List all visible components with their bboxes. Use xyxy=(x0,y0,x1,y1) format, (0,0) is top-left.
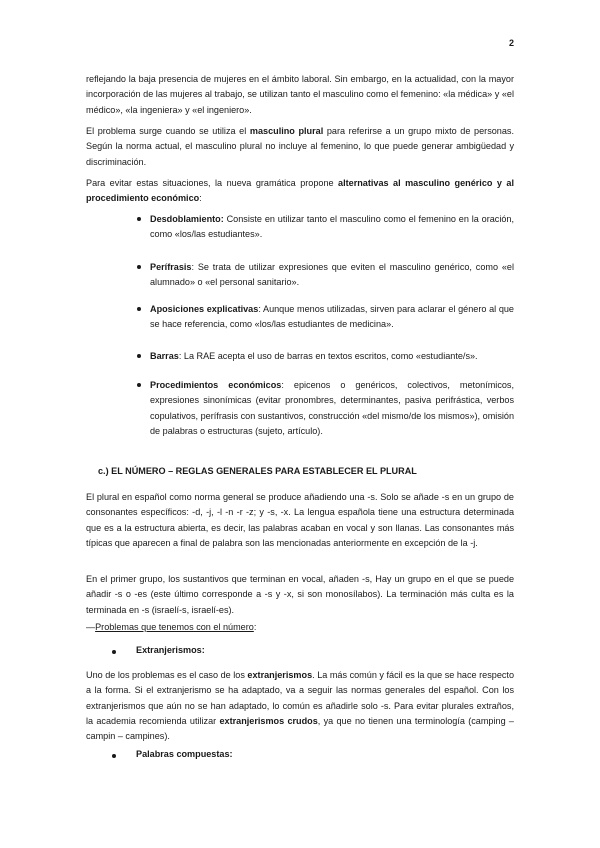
paragraph-groups: En el primer grupo, los sustantivos que terminan en vocal, añaden -s, Hay un grupo en el que se puede añadir -s o -es (este último corresponde a -s y -x, si son monosílabos). La terminación más culta es la terminada en -s (israelí-s, israelí-es). xyxy=(86,574,514,615)
paragraph-intro: reflejando la baja presencia de mujeres en el ámbito laboral. Sin embargo, en la actualidad, con la mayor incorporación de las mujeres al trabajo, se utilizan tanto el masculino como el femenino: «la médica» y «el médico», «la ingeniera» y «el ingeniero». xyxy=(86,74,514,115)
section-heading: c.) EL NÚMERO – REGLAS GENERALES PARA ESTABLECER EL PLURAL xyxy=(98,466,417,476)
list-item: Barras: La RAE acepta el uso de barras en textos escritos, como «estudiante/s». xyxy=(150,349,514,364)
bullet-icon xyxy=(137,265,141,269)
page-number: 2 xyxy=(508,38,514,48)
bullet-icon xyxy=(112,650,116,654)
list-item: Perífrasis: Se trata de utilizar expresiones que eviten el masculino genérico, como «el alumnado» o «el personal sanitario». xyxy=(150,260,514,291)
list-item: Desdoblamiento: Consiste en utilizar tanto el masculino como el femenino en la oración, como «los/las estudiantes». xyxy=(150,212,514,243)
bullet-icon xyxy=(137,307,141,311)
alternatives-list xyxy=(150,212,514,243)
alternatives-list-2 xyxy=(150,260,514,291)
bullet-icon xyxy=(137,217,141,221)
list-item: Procedimientos económicos: epicenos o genéricos, colectivos, metonímicos, expresiones sinonímicas (evitar pronombres, determinantes, pasiva perifrástica, verbos copulativos, perífrasis con sustantivos, construcción «del mismo/de los mismos»), omisión de palabras o estructuras (sujeto, artículo). xyxy=(150,378,514,439)
bullet-icon xyxy=(112,754,116,758)
paragraph-alternatives: Para evitar estas situaciones, la nueva gramática propone alternativas al masculino genérico y al procedimiento económico: xyxy=(86,178,514,204)
list-item: Aposiciones explicativas: Aunque menos utilizadas, sirven para aclarar el género al que se hace referencia, como «los/las estudiantes de medicina». xyxy=(150,302,514,333)
alternatives-list-4 xyxy=(150,349,514,364)
alternatives-list-3 xyxy=(150,302,514,333)
subheading-extranjerismos: Extranjerismos: xyxy=(136,645,205,655)
alternatives-list-5 xyxy=(150,378,514,439)
bullet-icon xyxy=(137,383,141,387)
paragraph-problem: El problema surge cuando se utiliza el masculino plural para referirse a un grupo mixto de personas. Según la norma actual, el masculino plural no incluye al femenino, lo que puede generar ambigüedad y discriminación. xyxy=(86,126,514,167)
problems-heading: —Problemas que tenemos con el número: xyxy=(86,622,257,632)
bullet-icon xyxy=(137,354,141,358)
paragraph-extranjerismos: Uno de los problemas es el caso de los extranjerismos. La más común y fácil es la que se hace respecto a la forma. Si el extranjerismo se ha adaptado, va a seguir las normas generales del español. Con los extranjerismos que aún no se han adaptado, lo común es añadirle solo -s. Para evitar plurales extraños, la academia recomienda utilizar extranjerismos crudos, ya que no tienen una terminología (camping – campin – campines). xyxy=(86,670,515,742)
subheading-compuestas: Palabras compuestas: xyxy=(136,749,233,759)
paragraph-plural: El plural en español como norma general se produce añadiendo una -s. Solo se añade -s en un grupo de consonantes específicos: -d, -j, -l -n -r -z; y -s, -x. La lengua española tiene una estructura determinada que es a la estructura abierta, es decir, las palabras acaban en vocal y son llanas. Las consonantes más típicas que aparecen a final de palabra son las mencionadas anteriormente en excepción de la -j. xyxy=(86,492,514,548)
